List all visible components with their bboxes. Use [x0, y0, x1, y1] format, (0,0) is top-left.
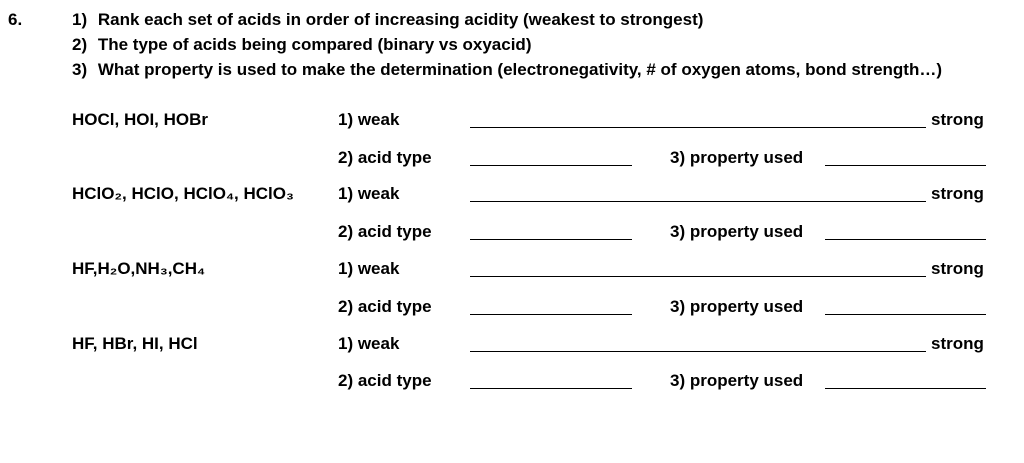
strong-label: strong: [931, 334, 984, 353]
acid-set-label: HF,H₂O,NH₃,CH₄: [72, 259, 206, 278]
instruction-3-text: What property is used to make the determination (electronegativity, # of oxygen atoms, bond strength…): [97, 60, 942, 79]
acid-type-answer-line[interactable]: [470, 388, 632, 389]
property-answer-line[interactable]: [825, 239, 986, 240]
acid-type-answer-line[interactable]: [470, 239, 632, 240]
strong-label: strong: [931, 184, 984, 203]
property-answer-line[interactable]: [825, 314, 986, 315]
strong-label: strong: [931, 259, 984, 278]
weak-label: 1) weak: [338, 184, 400, 203]
instruction-2: [72, 35, 531, 55]
acid-set-label: HClO₂, HClO, HClO₄, HClO₃: [72, 184, 294, 203]
ranking-answer-line[interactable]: [470, 351, 926, 352]
ranking-answer-line[interactable]: [470, 127, 926, 128]
acid-set-label: HF, HBr, HI, HCl: [72, 334, 198, 353]
acid-type-answer-line[interactable]: [470, 314, 632, 315]
acid-set-label: HOCl, HOI, HOBr: [72, 110, 209, 129]
property-used-label: 3) property used: [670, 297, 804, 316]
instruction-2-num: 2): [72, 35, 88, 54]
weak-label: 1) weak: [338, 110, 400, 129]
acid-type-label: 2) acid type: [338, 371, 432, 390]
acid-type-label: 2) acid type: [338, 148, 432, 167]
instruction-1-num: 1): [72, 10, 88, 29]
property-used-label: 3) property used: [670, 371, 804, 390]
property-used-label: 3) property used: [670, 222, 804, 241]
instruction-1: [72, 10, 703, 30]
weak-label: 1) weak: [338, 259, 400, 278]
instruction-1-text: Rank each set of acids in order of increasing acidity (weakest to strongest): [97, 10, 704, 29]
question-number: 6.: [8, 10, 23, 29]
property-answer-line[interactable]: [825, 388, 986, 389]
instruction-3: [72, 60, 942, 80]
acid-type-answer-line[interactable]: [470, 165, 632, 166]
strong-label: strong: [931, 110, 984, 129]
acid-type-label: 2) acid type: [338, 297, 432, 316]
property-used-label: 3) property used: [670, 148, 804, 167]
weak-label: 1) weak: [338, 334, 400, 353]
ranking-answer-line[interactable]: [470, 276, 926, 277]
instruction-3-num: 3): [72, 60, 88, 79]
acid-type-label: 2) acid type: [338, 222, 432, 241]
instruction-2-text: The type of acids being compared (binary vs oxyacid): [97, 35, 532, 54]
ranking-answer-line[interactable]: [470, 201, 926, 202]
property-answer-line[interactable]: [825, 165, 986, 166]
